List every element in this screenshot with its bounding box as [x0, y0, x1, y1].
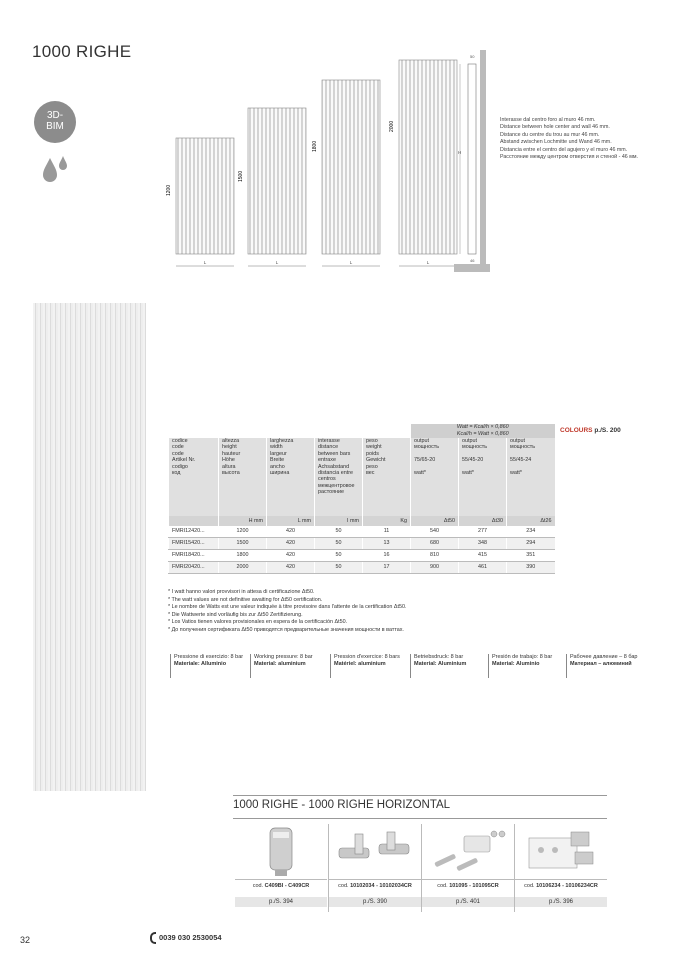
watt-footnotes	[168, 589, 406, 635]
installation-side-diagram	[450, 44, 496, 276]
footnote: * Le nombre de Watts est une valeur indiquée à titre provisoire dans l'attente de la certification Δt50.	[168, 604, 407, 611]
width-label: L	[349, 260, 353, 265]
accessory-item[interactable]: cod. 10102034 - 10102034CR p./S. 390	[328, 824, 421, 912]
header-width: larghezza width largeur Breite ancho ширина	[267, 438, 315, 516]
note-line: Distance du centre du trou au mur 46 mm.	[500, 131, 600, 138]
water-drops-icon	[38, 152, 72, 186]
watt-conversion-note: Watt = Kcal/h × 0,860 Kcal/h = Watt × 0,860	[411, 424, 555, 438]
bim-badge-line1: 3D-	[46, 110, 64, 121]
phone-icon	[150, 932, 156, 944]
header-centers: interasse distance between bars entraxe Achsabstand distancia entre centros межцентровое растояние	[315, 438, 363, 516]
accessory-item[interactable]: cod. 10106234 - 10106234CR p./S. 396	[514, 824, 607, 912]
divider	[233, 795, 607, 796]
table-row: FMRI20420... 2000 420 50 17 900 461 390	[169, 562, 555, 574]
valve-kit-image	[329, 824, 421, 879]
note-line: Interasse dal centro foro al muro 46 mm.	[500, 117, 596, 123]
footnote: * The watt values are not definitive awaiting for Δt50 certification.	[168, 596, 323, 603]
header-output-2: output мощность 55/45-20 watt*	[459, 438, 507, 516]
material-specs	[170, 654, 646, 678]
radiator-1500	[238, 108, 306, 254]
footnote: * I watt hanno valori provvisori in attesa di certificazione Δt50.	[168, 589, 315, 595]
header-height: altezza height hauteur Höhe altura высота	[219, 438, 267, 516]
material-spec-ru: Рабочее давление – 8 бар Материал – алюминий	[566, 654, 646, 678]
accessory-item[interactable]: cod. 101095 - 101095CR p./S. 401	[421, 824, 514, 912]
phone-number: 0039 030 2530054	[159, 932, 222, 942]
radiator-1800	[312, 80, 380, 254]
accessories-title: 1000 RIGHE - 1000 RIGHE HORIZONTAL	[233, 799, 451, 811]
table-header-row	[169, 438, 555, 516]
material-spec-it: Pressione di esercizio: 8 bar Materiale: Alluminio	[170, 654, 250, 678]
table-row: FMRI12420... 1200 420 50 11 540 277 234	[169, 526, 555, 538]
accessory-page-ref: p./S. 401	[422, 897, 514, 907]
bracket-kit-image	[422, 824, 514, 879]
page-number: 32	[20, 935, 31, 945]
bim-badge-line2: BIM	[46, 121, 64, 132]
height-label-1500: 1500	[238, 170, 244, 182]
note-line: Abstand zwischen Lochmitte und Wand 46 mm.	[500, 139, 612, 146]
height-label-2000: 2000	[389, 120, 395, 132]
radiator-2000	[389, 60, 457, 254]
table-row: FMRI15420... 1500 420 50 13 680 348 294	[169, 538, 555, 550]
colours-page-ref: p./S. 200	[594, 427, 621, 434]
width-label: L	[203, 260, 207, 265]
radiator-dimension-diagram	[160, 40, 500, 280]
spec-table	[168, 424, 555, 574]
material-spec-es: Presión de trabajo: 8 bar Material: Aluminio	[488, 654, 566, 678]
bim-badge[interactable]	[34, 101, 76, 143]
note-line: Distancia entre el centro del agujero y el muro 46 mm.	[500, 146, 628, 153]
width-label: L	[275, 260, 279, 265]
table-row: FMRI18420... 1800 420 50 16 810 415 351	[169, 550, 555, 562]
height-label-1200: 1200	[166, 184, 172, 196]
material-spec-en: Working pressure: 8 bar Material: aluminium	[250, 654, 330, 678]
colours-label: COLOURS	[560, 427, 593, 434]
thermostatic-head-image	[235, 824, 327, 879]
accessory-page-ref: p./S. 394	[235, 897, 327, 907]
header-output-3: output мощность 55/45-24 watt*	[507, 438, 555, 516]
header-output-1: output мощность 75/65-20 watt*	[411, 438, 459, 516]
units-row: H mm L mm I mm Kg Δt50 Δt30 Δt26	[169, 516, 555, 526]
radiator-product-photo	[33, 303, 146, 791]
footnote: * Los Vatios tienen valores provisionales en espera de la certificación Δt50.	[168, 619, 348, 626]
note-line: Расстояние между центром отверстия и стеной - 46 мм.	[500, 154, 638, 161]
height-label-1800: 1800	[312, 140, 318, 152]
side-label-top: 50	[470, 54, 475, 59]
footnote: * Die Wattwerte sind vorläufig bis zur Δt50 Zertifizierung.	[168, 611, 303, 618]
note-line: Distance between hole center and wall 46 mm.	[500, 124, 610, 131]
page-title: 1000 RIGHE	[32, 42, 132, 61]
colours-reference[interactable]	[560, 427, 621, 434]
wall-distance-notes	[500, 117, 638, 161]
connection-box-image	[515, 824, 607, 879]
footnote: * До получения сертификата Δt50 приводятся предварительные значения мощности в ваттах.	[168, 626, 404, 633]
header-code: codice code code Artikel Nr. codigo код	[169, 438, 219, 516]
radiator-1200	[166, 138, 234, 254]
accessory-page-ref: p./S. 396	[515, 897, 607, 907]
width-label: L	[426, 260, 430, 265]
header-weight: peso weight poids Gewicht peso вес	[363, 438, 411, 516]
divider	[233, 818, 607, 819]
material-spec-de: Betriebsdruck: 8 bar Material: Aluminium	[410, 654, 488, 678]
accessory-item[interactable]: cod. C409BI - C409CR p./S. 394	[235, 824, 328, 912]
side-label-h: H	[458, 150, 462, 155]
phone-contact[interactable]	[150, 932, 222, 944]
accessories-list	[235, 824, 607, 912]
accessory-page-ref: p./S. 390	[329, 897, 421, 907]
side-label-depth: 46	[470, 258, 475, 263]
material-spec-fr: Pression d'exercice: 8 bars Matériel: aluminium	[330, 654, 410, 678]
